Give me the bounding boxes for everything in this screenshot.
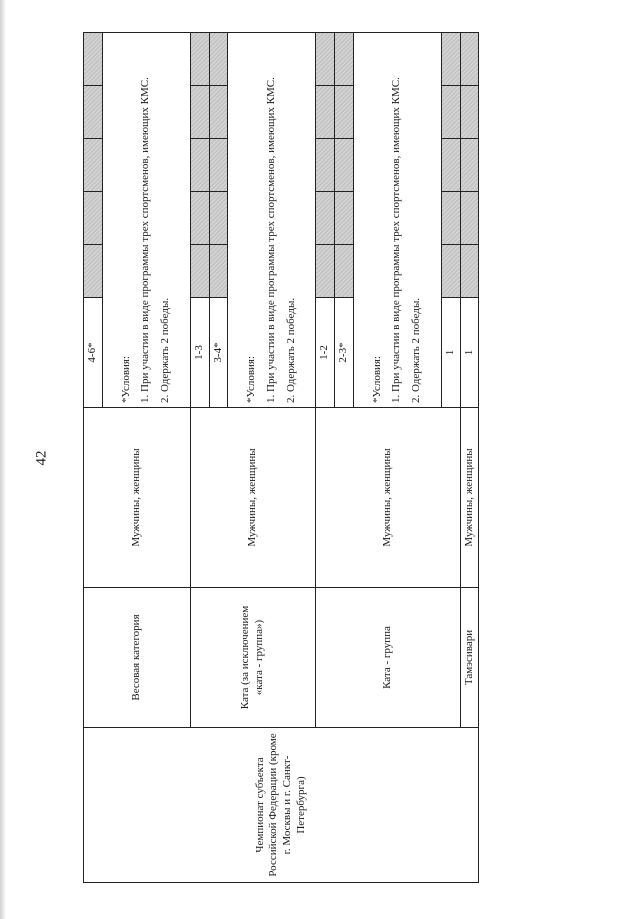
shaded-cell: [460, 192, 479, 245]
shaded-cell: [84, 86, 103, 139]
shaded-cell: [441, 192, 460, 245]
conditions-cell: [102, 33, 190, 408]
conditions-cell: [353, 33, 441, 408]
place-cell: 3-4*: [209, 298, 228, 408]
conditions-line-2: 2. Одержать 2 победы.: [410, 297, 423, 403]
shaded-cell: [335, 245, 354, 298]
conditions-line-1: 1. При участии в виде программы трех спортсменов, имеющих КМС.: [390, 77, 403, 403]
shaded-cell: [84, 139, 103, 192]
place-cell: 1: [460, 298, 479, 408]
shaded-cell: [209, 86, 228, 139]
shaded-cell: [209, 245, 228, 298]
gender-cell: Мужчины, женщины: [460, 408, 479, 588]
table-row: [84, 33, 103, 883]
shaded-cell: [441, 33, 460, 86]
discipline-cell: Ката - группа: [316, 588, 460, 728]
shaded-cell: [335, 86, 354, 139]
conditions-header: *Условия:: [119, 355, 132, 403]
discipline-cell: Тамэсивари: [460, 588, 479, 728]
shaded-cell: [190, 33, 209, 86]
shaded-cell: [209, 33, 228, 86]
place-cell: 2-3*: [335, 298, 354, 408]
gender-cell: Мужчины, женщины: [84, 408, 191, 588]
shaded-cell: [84, 33, 103, 86]
shaded-cell: [316, 86, 335, 139]
conditions-line-2: 2. Одержать 2 победы.: [284, 297, 297, 403]
shaded-cell: [460, 245, 479, 298]
place-cell: 1-3: [190, 298, 209, 408]
scan-edge-shadow: [0, 0, 6, 919]
shaded-cell: [441, 139, 460, 192]
place-cell: 4-6*: [84, 298, 103, 408]
shaded-cell: [316, 192, 335, 245]
shaded-cell: [190, 86, 209, 139]
conditions-line-1: 1. При участии в виде программы трех спортсменов, имеющих КМС.: [139, 77, 152, 403]
shaded-cell: [209, 139, 228, 192]
shaded-cell: [190, 139, 209, 192]
discipline-cell: Ката (за исключением «ката - группа»): [190, 588, 316, 728]
conditions-header: *Условия:: [245, 355, 258, 403]
shaded-cell: [190, 245, 209, 298]
conditions-cell: [228, 33, 316, 408]
shaded-cell: [335, 192, 354, 245]
rotated-table-sheet: [83, 33, 475, 883]
event-cell: Чемпионат субъекта Российской Федерации (кроме г. Москвы и г. Санкт-Петербурга): [84, 728, 479, 883]
shaded-cell: [460, 86, 479, 139]
shaded-cell: [209, 192, 228, 245]
shaded-cell: [460, 139, 479, 192]
shaded-cell: [460, 33, 479, 86]
gender-cell: Мужчины, женщины: [316, 408, 460, 588]
shaded-cell: [316, 245, 335, 298]
page-number: 42: [33, 450, 50, 466]
place-cell: 1-2: [316, 298, 335, 408]
shaded-cell: [335, 33, 354, 86]
shaded-cell: [316, 33, 335, 86]
shaded-cell: [335, 139, 354, 192]
shaded-cell: [316, 139, 335, 192]
place-cell: 1: [441, 298, 460, 408]
gender-cell: Мужчины, женщины: [190, 408, 316, 588]
conditions-header: *Условия:: [370, 355, 383, 403]
shaded-cell: [441, 245, 460, 298]
shaded-cell: [190, 192, 209, 245]
conditions-line-2: 2. Одержать 2 победы.: [159, 297, 172, 403]
shaded-cell: [84, 245, 103, 298]
shaded-cell: [441, 86, 460, 139]
discipline-cell: Весовая категория: [84, 588, 191, 728]
qualification-table: [83, 32, 479, 883]
conditions-line-1: 1. При участии в виде программы трех спортсменов, имеющих КМС.: [264, 77, 277, 403]
shaded-cell: [84, 192, 103, 245]
